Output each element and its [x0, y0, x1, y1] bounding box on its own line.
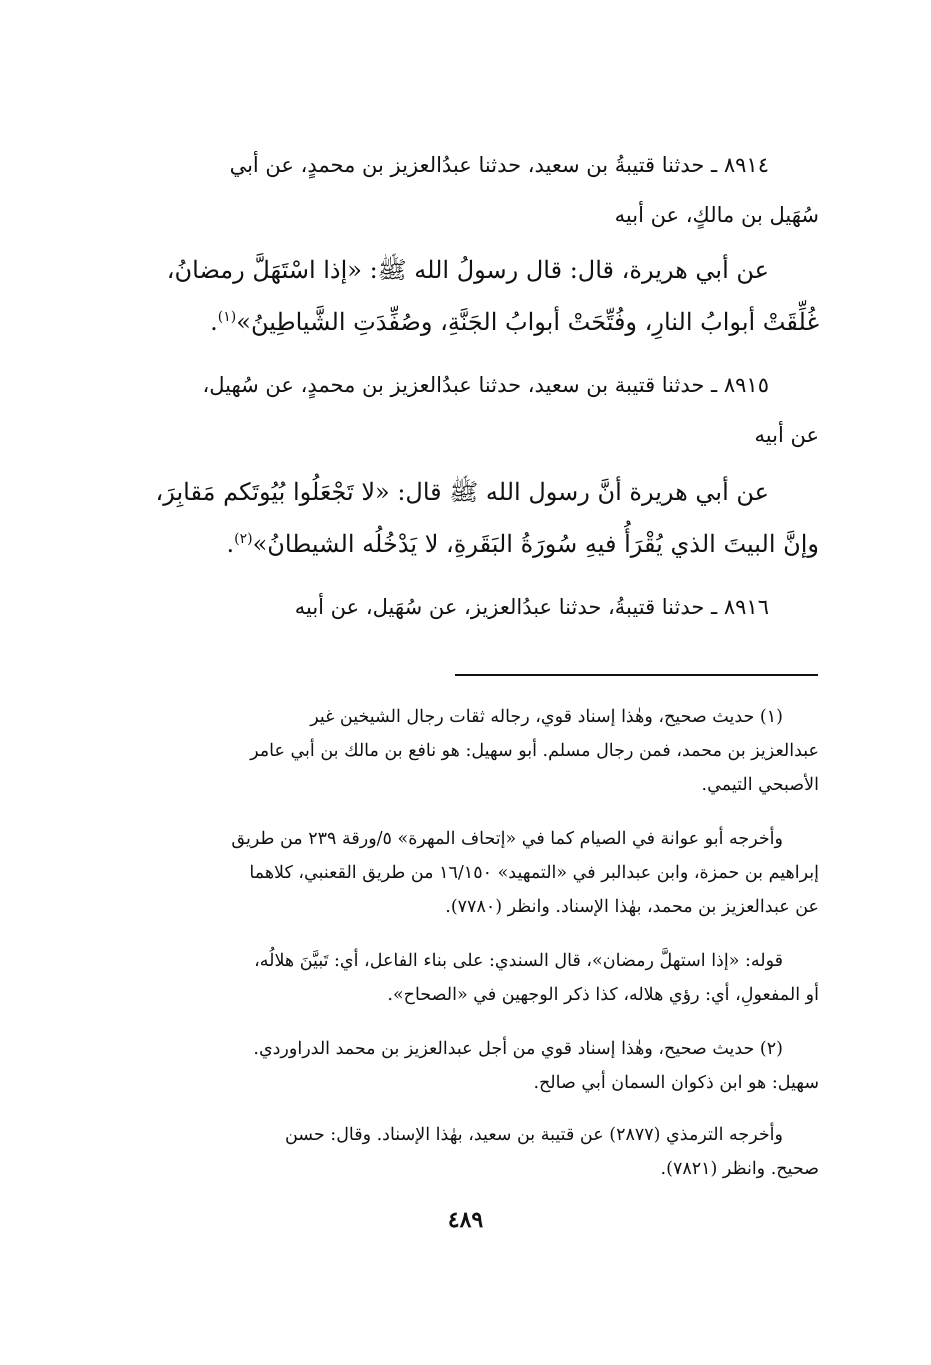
footnote-line: صحيح. وانظر (٧٨٢١). — [660, 1159, 819, 1179]
footnote-line: (١) حديث صحيح، وهٰذا إسناد قوي، رجاله ثقات رجال الشيخين غير — [310, 707, 783, 727]
matn-text: غُلِّقَتْ أبوابُ النارِ، وفُتِّحَتْ أبوابُ الجَنَّةِ، وصُفِّدَتِ الشَّياطِينُ» — [236, 308, 819, 336]
footnote-line: وأخرجه الترمذي (٢٨٧٧) عن قتيبة بن سعيد، بهٰذا الإسناد. وقال: حسن — [284, 1125, 783, 1145]
hadith-8915-matn — [119, 466, 819, 570]
matn-end: . — [210, 308, 218, 336]
footnote-line: عبدالعزيز بن محمد، فمن رجال مسلم. أبو سهيل: هو نافع بن مالك بن أبي عامر — [250, 741, 819, 761]
footnote-line: أو المفعولِ، أي: رؤي هلاله، كذا ذكر الوجهين في «الصحاح». — [387, 985, 819, 1005]
footnote-line: إبراهيم بن حمزة، وابن عبدالبر في «التمهيد» ١٦/١٥٠ من طريق القعنبي، كلاهما — [249, 863, 819, 883]
footnote-line: عن عبدالعزيز بن محمد، بهٰذا الإسناد. وانظر (٧٧٨٠). — [445, 897, 819, 917]
footnote-ref-2[interactable]: (٢) — [234, 531, 253, 547]
isnad-line: سُهَيل بن مالكٍ، عن أبيه — [614, 203, 819, 227]
footnote-1 — [119, 700, 819, 802]
matn-line-last — [119, 518, 819, 570]
hadith-8914-matn — [119, 244, 819, 348]
isnad-line: عن أبيه — [754, 423, 819, 447]
isnad-line: ٨٩١٤ ـ حدثنا قتيبةُ بن سعيد، حدثنا عبدُالعزيز بن محمدٍ، عن أبي — [229, 153, 769, 177]
footnote-1-sources — [119, 822, 819, 924]
footnote-1-explanation — [119, 944, 819, 1012]
footnote-line: وأخرجه أبو عوانة في الصيام كما في «إتحاف المهرة» ٥/ورقة ٢٣٩ من طريق — [231, 829, 783, 849]
hadith-8916-isnad — [119, 582, 819, 632]
footnote-line: الأصبحي التيمي. — [701, 775, 819, 795]
footnote-ref-1[interactable]: (١) — [217, 309, 237, 325]
matn-end: . — [226, 530, 235, 558]
isnad-line: ٨٩١٥ ـ حدثنا قتيبة بن سعيد، حدثنا عبدُالعزيز بن محمدٍ، عن سُهيل، — [202, 373, 769, 397]
page-number: ٤٨٩ — [447, 1207, 484, 1233]
hadith-8915-isnad — [119, 360, 819, 460]
matn-line: عن أبي هريرة، قال: قال رسولُ الله ﷺ: «إذا اسْتَهَلَّ رمضانُ، — [166, 256, 769, 284]
footnote-line: (٢) حديث صحيح، وهٰذا إسناد قوي من أجل عبدالعزيز بن محمد الدراوردي. — [253, 1039, 783, 1059]
footnote-line: سهيل: هو ابن ذكوان السمان أبي صالح. — [533, 1073, 819, 1093]
hadith-8914-isnad — [119, 140, 819, 240]
isnad-line: ٨٩١٦ ـ حدثنا قتيبةُ، حدثنا عبدُالعزيز، عن سُهَيل، عن أبيه — [294, 595, 769, 619]
matn-text: وإنَّ البيتَ الذي يُقْرَأُ فيهِ سُورَةُ البَقَرةِ، لا يَدْخُلُه الشيطانُ» — [252, 530, 819, 558]
matn-line: عن أبي هريرة أنَّ رسول الله ﷺ قال: «لا تَجْعَلُوا بُيُوتَكم مَقابِرَ، — [155, 478, 769, 506]
footnote-2 — [119, 1032, 819, 1100]
footnote-line: قوله: «إذا استهلَّ رمضان»، قال السندي: على بناء الفاعل، أي: تَبيَّنَ هلالُه، — [254, 951, 783, 971]
footnote-2-sources — [119, 1118, 819, 1186]
footnote-divider — [455, 674, 818, 676]
matn-line-last — [119, 296, 819, 348]
